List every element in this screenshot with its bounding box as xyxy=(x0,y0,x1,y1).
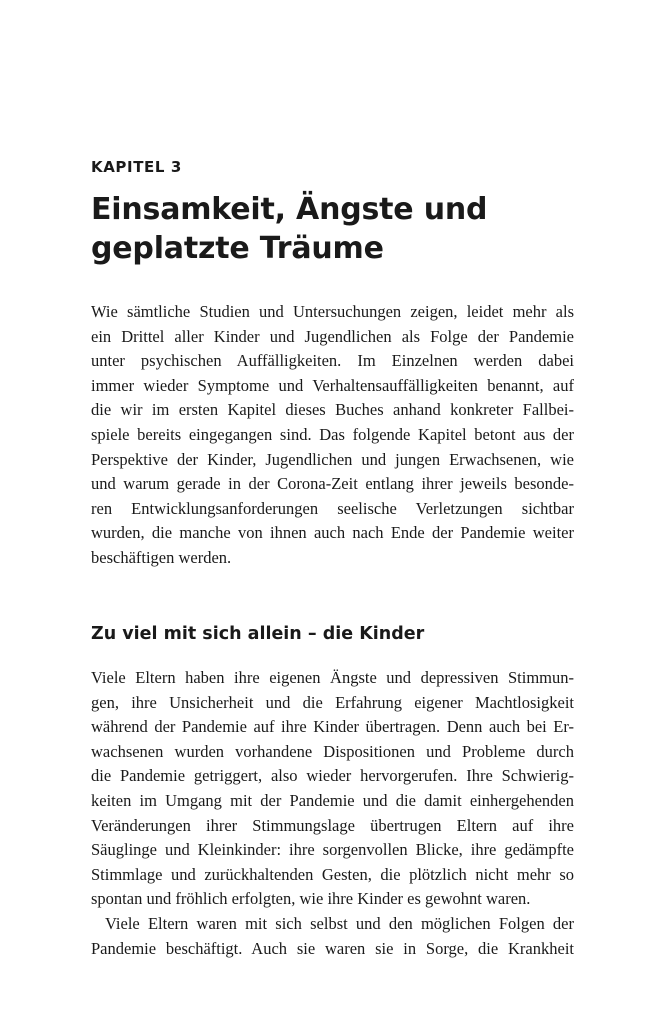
text-line: Stimmlage und zurückhaltenden Gesten, die plötzlich nicht mehr so xyxy=(91,864,574,884)
text-line: gen, ihre Unsicherheit und die Erfahrung eigener Machtlosigkeit xyxy=(91,692,574,712)
body-paragraph-2 xyxy=(91,912,574,961)
text-line: Perspektive der Kinder, Jugendlichen und jungen Erwachsenen, wie xyxy=(91,449,574,469)
text-line: beschäftigen werden. xyxy=(91,547,232,567)
text-line: unter psychischen Auffälligkeiten. Im Einzelnen werden dabei xyxy=(91,351,574,371)
text-line: wachsenen wurden vorhandene Dispositionen und Probleme durch xyxy=(91,741,574,761)
text-line: keiten im Umgang mit der Pandemie und die damit einhergehenden xyxy=(91,790,574,810)
text-line: immer wieder Symptome und Verhaltensauffälligkeiten benannt, auf xyxy=(91,375,574,395)
chapter-title xyxy=(91,190,574,268)
text-line: während der Pandemie auf ihre Kinder übertragen. Denn auch bei Er- xyxy=(91,717,574,737)
text-line: Säuglinge und Kleinkinder: ihre sorgenvollen Blicke, ihre gedämpfte xyxy=(91,840,574,860)
section-heading: Zu viel mit sich allein – die Kinder xyxy=(91,624,425,644)
text-line: Wie sämtliche Studien und Untersuchungen zeigen, leidet mehr als xyxy=(91,302,574,321)
text-line: wurden, die manche von ihnen auch nach Ende der Pandemie weiter xyxy=(91,523,574,543)
text-line: ren Entwicklungsanforderungen seelische Verletzungen sichtbar xyxy=(91,498,574,518)
intro-paragraph xyxy=(91,300,574,571)
text-line: ein Drittel aller Kinder und Jugendlichen als Folge der Pandemie xyxy=(91,326,574,346)
text-line: spiele bereits eingegangen sind. Das folgende Kapitel betont aus der xyxy=(91,424,574,444)
text-line: Veränderungen ihrer Stimmungslage übertrugen Eltern auf ihre xyxy=(91,815,574,835)
text-line: die wir im ersten Kapitel dieses Buches anhand konkreter Fallbei- xyxy=(91,400,574,420)
text-line: Viele Eltern waren mit sich selbst und den möglichen Folgen der xyxy=(105,914,574,933)
chapter-title-line: Einsamkeit, Ängste und xyxy=(91,192,488,227)
book-page xyxy=(91,0,574,1035)
text-line: Pandemie beschäftigt. Auch sie waren sie in Sorge, die Krankheit xyxy=(91,938,574,958)
text-line: die Pandemie getriggert, also wieder hervorgerufen. Ihre Schwierig- xyxy=(91,766,574,786)
text-line: Viele Eltern haben ihre eigenen Ängste und depressiven Stimmun- xyxy=(91,668,574,687)
chapter-label: KAPITEL 3 xyxy=(91,158,182,176)
chapter-title-line: geplatzte Träume xyxy=(91,231,384,266)
text-line: spontan und fröhlich erfolgten, wie ihre Kinder es gewohnt waren. xyxy=(91,889,531,909)
body-paragraph-1 xyxy=(91,666,574,912)
text-line: und warum gerade in der Corona-Zeit entlang ihrer jeweils besonde- xyxy=(91,474,574,494)
